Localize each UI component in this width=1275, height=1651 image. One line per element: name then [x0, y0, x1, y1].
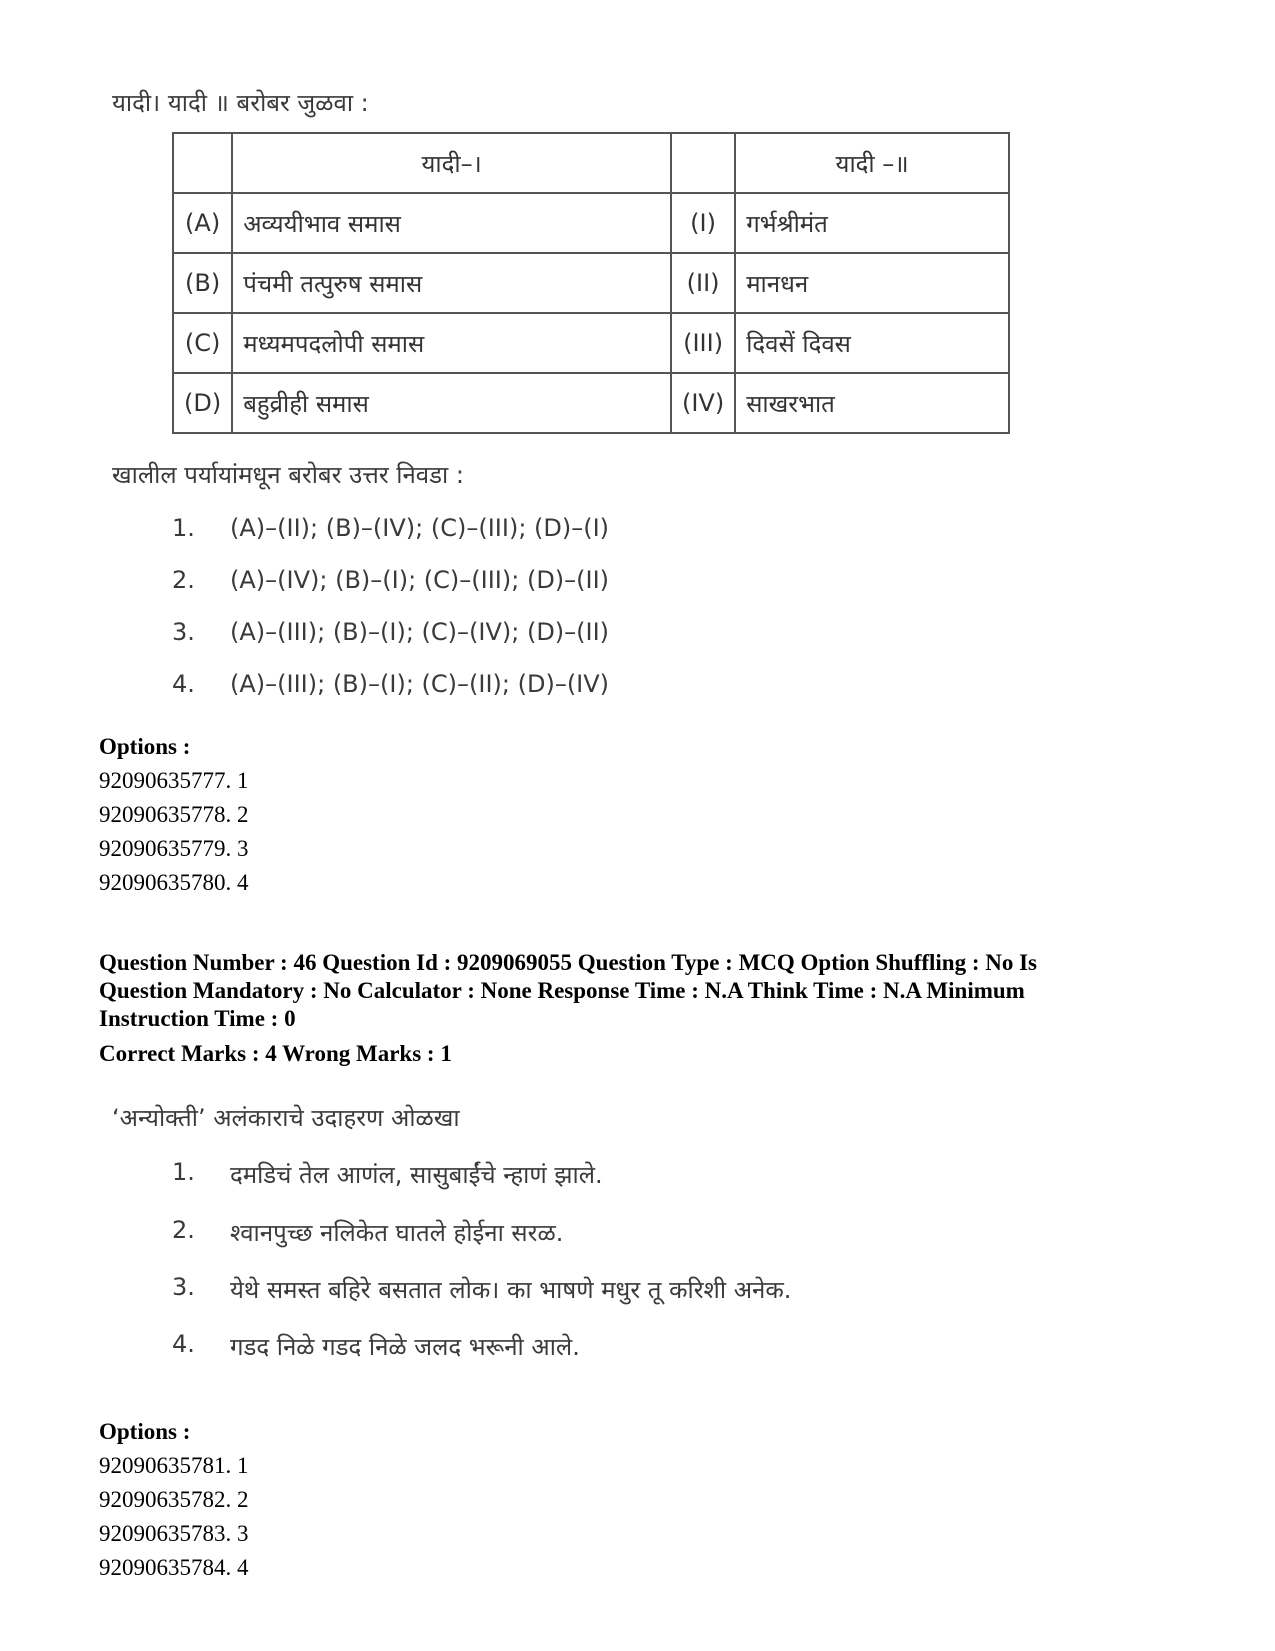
choice-text: (A)–(III); (B)–(I); (C)–(IV); (D)–(II) — [230, 618, 610, 646]
row-left-text: बहुव्रीही समास — [232, 373, 671, 433]
choice-text: श्वानपुच्छ नलिकेत घातले होईना सरळ. — [230, 1219, 564, 1247]
instruction-text: खालील पर्यायांमधून बरोबर उत्तर निवडा : — [112, 461, 464, 489]
option-id: 92090635782. 2 — [99, 1487, 249, 1512]
row-right-text: दिवसें दिवस — [735, 313, 1009, 373]
choice-number: 4. — [172, 670, 195, 698]
row-code-left: (D) — [173, 373, 232, 433]
row-code-left: (C) — [173, 313, 232, 373]
choice-text: येथे समस्त बहिरे बसतात लोक। का भाषणे मधुर तू करिशी अनेक. — [230, 1276, 792, 1304]
choice-number: 1. — [172, 1158, 195, 1186]
options-label: Options : — [99, 734, 191, 759]
option-id: 92090635784. 4 — [99, 1555, 249, 1580]
row-left-text: अव्ययीभाव समास — [232, 193, 671, 253]
choice-text: (A)–(IV); (B)–(I); (C)–(III); (D)–(II) — [230, 566, 610, 594]
choice-number: 2. — [172, 566, 195, 594]
row-left-text: पंचमी तत्पुरुष समास — [232, 253, 671, 313]
row-code-left: (B) — [173, 253, 232, 313]
option-id: 92090635783. 3 — [99, 1521, 249, 1546]
options-block — [99, 730, 249, 900]
table-header-row — [173, 133, 1009, 193]
choice-text: गडद निळे गडद निळे जलद भरूनी आले. — [230, 1333, 580, 1361]
option-id: 92090635777. 1 — [99, 768, 249, 793]
list2-header: यादी –॥ — [735, 133, 1009, 193]
choice-item — [172, 670, 609, 698]
choice-item — [172, 1216, 563, 1249]
choice-item — [172, 1158, 603, 1191]
options-block — [99, 1415, 249, 1585]
row-right-text: मानधन — [735, 253, 1009, 313]
list1-header: यादी–। — [232, 133, 671, 193]
options-label: Options : — [99, 1419, 191, 1444]
question-meta-line: Question Number : 46 Question Id : 9209069055 Question Type : MCQ Option Shuffling : No Is — [99, 950, 1038, 975]
choice-number: 4. — [172, 1330, 195, 1358]
choice-item — [172, 514, 609, 542]
choice-text: दमडिचं तेल आणंल, सासुबाईंचे न्हाणं झाले. — [230, 1161, 603, 1189]
row-code-right: (IV) — [671, 373, 735, 433]
option-id: 92090635780. 4 — [99, 870, 249, 895]
question-text: ‘अन्योक्ती’ अलंकाराचे उदाहरण ओळखा — [112, 1104, 460, 1132]
row-right-text: साखरभात — [735, 373, 1009, 433]
row-code-left: (A) — [173, 193, 232, 253]
choice-item — [172, 1330, 580, 1363]
choice-item — [172, 1273, 791, 1306]
marks-line: Correct Marks : 4 Wrong Marks : 1 — [99, 1041, 452, 1066]
option-id: 92090635781. 1 — [99, 1453, 249, 1478]
choice-number: 3. — [172, 618, 195, 646]
choice-number: 2. — [172, 1216, 195, 1244]
table-row — [173, 313, 1009, 373]
row-code-right: (II) — [671, 253, 735, 313]
choice-number: 1. — [172, 514, 195, 542]
match-table — [172, 132, 1010, 434]
table-row — [173, 193, 1009, 253]
choice-text: (A)–(II); (B)–(IV); (C)–(III); (D)–(I) — [230, 514, 610, 542]
option-id: 92090635779. 3 — [99, 836, 249, 861]
question-meta — [99, 949, 1219, 1033]
row-right-text: गर्भश्रीमंत — [735, 193, 1009, 253]
row-left-text: मध्यमपदलोपी समास — [232, 313, 671, 373]
choice-text: (A)–(III); (B)–(I); (C)–(II); (D)–(IV) — [230, 670, 610, 698]
choice-item — [172, 566, 609, 594]
question-meta-line: Question Mandatory : No Calculator : None Response Time : N.A Think Time : N.A Minimum — [99, 978, 1025, 1003]
table-row — [173, 253, 1009, 313]
option-id: 92090635778. 2 — [99, 802, 249, 827]
question-heading: यादी। यादी ॥ बरोबर जुळवा : — [112, 89, 369, 117]
choice-number: 3. — [172, 1273, 195, 1301]
question-meta-line: Instruction Time : 0 — [99, 1006, 296, 1031]
table-row — [173, 373, 1009, 433]
row-code-right: (III) — [671, 313, 735, 373]
choice-item — [172, 618, 609, 646]
row-code-right: (I) — [671, 193, 735, 253]
